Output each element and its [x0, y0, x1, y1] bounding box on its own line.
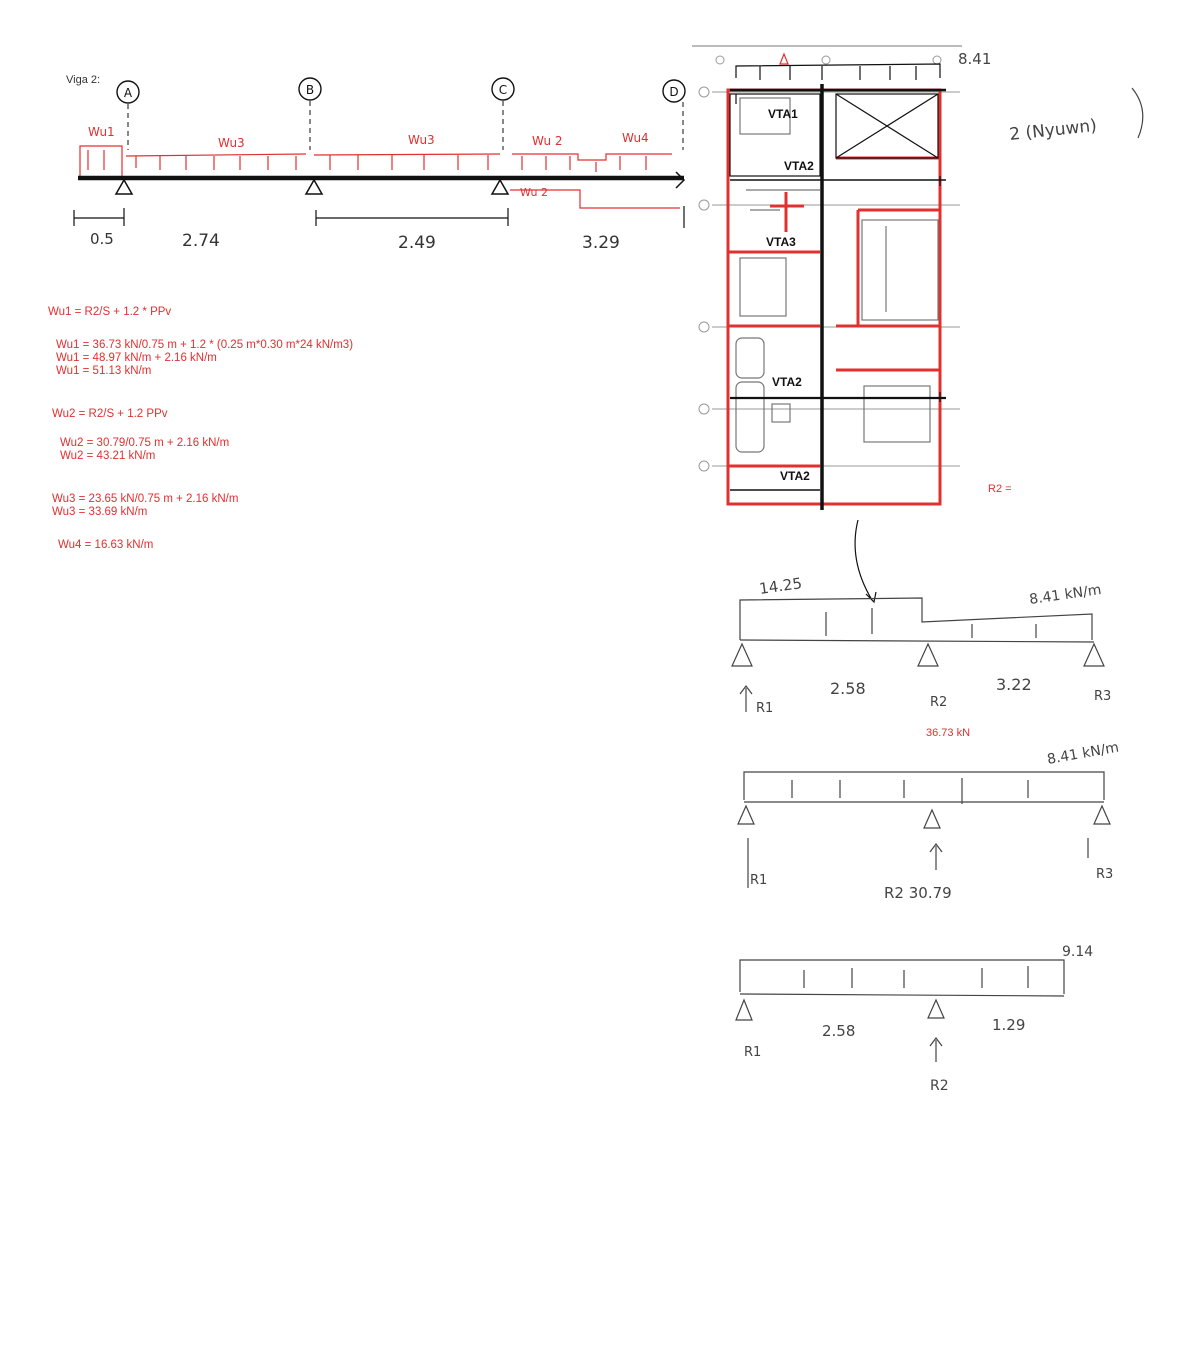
span-label-4: 3.29 — [582, 233, 620, 253]
calc-line: Wu2 = R2/S + 1.2 PPv — [52, 408, 168, 420]
beam-title: Viga 2: — [66, 74, 101, 86]
diagram-2-load: 8.41 kN/m — [1045, 739, 1121, 768]
diagram-1-r3: R3 — [1094, 689, 1112, 704]
load-label-wu3b: Wu3 — [408, 133, 435, 147]
plan-top-load-label: 8.41 — [958, 50, 992, 68]
calc-line: Wu1 = 48.97 kN/m + 2.16 kN/m — [56, 352, 217, 364]
span-label-3: 2.49 — [398, 233, 436, 253]
axis-c-label: C — [498, 83, 508, 97]
calc-line: Wu1 = R2/S + 1.2 * PPv — [48, 306, 172, 318]
axis-d — [663, 80, 685, 150]
load-label-wu1: Wu1 — [88, 125, 115, 139]
diagram-3-r1: R1 — [744, 1045, 762, 1060]
axis-a-label: A — [123, 86, 133, 100]
plan-note: 2 (Nyuwn) — [1008, 115, 1098, 145]
room-vta2-b: VTA2 — [772, 375, 802, 389]
diagram-2-r1: R1 — [750, 873, 768, 888]
calc-line: Wu3 = 33.69 kN/m — [52, 506, 148, 518]
room-vta2-c: VTA2 — [780, 469, 810, 483]
diagram-1-span2: 3.22 — [996, 675, 1032, 694]
room-vta3: VTA3 — [766, 235, 796, 249]
calc-line: Wu2 = 43.21 kN/m — [60, 450, 156, 462]
calc-line: Wu2 = 30.79/0.75 m + 2.16 kN/m — [60, 437, 230, 449]
axis-a — [117, 81, 139, 150]
plan-leader — [855, 520, 872, 600]
diagram-3-span1: 2.58 — [822, 1022, 856, 1040]
diagram-2 — [738, 772, 1110, 888]
load-label-wu3a: Wu3 — [218, 136, 245, 150]
diagram-2-r3: R3 — [1096, 867, 1114, 882]
load-label-wu2: Wu 2 — [532, 134, 563, 148]
diagram-1-load-left: 14.25 — [758, 574, 804, 598]
plan-top-load — [736, 54, 940, 80]
beam-dimensions — [74, 206, 684, 228]
calc-line: Wu3 = 23.65 kN/0.75 m + 2.16 kN/m — [52, 493, 239, 505]
span-label-2: 2.74 — [182, 231, 220, 251]
beam-diagram — [66, 74, 685, 253]
calc-line: Wu4 = 16.63 kN/m — [58, 539, 154, 551]
load-calculations — [48, 306, 468, 552]
load-label-wu4: Wu4 — [622, 131, 649, 145]
axis-b-label: B — [305, 83, 315, 97]
axis-b — [299, 78, 321, 150]
diagram-1-span1: 2.58 — [830, 679, 866, 698]
room-vta1: VTA1 — [768, 107, 798, 121]
calc-line: Wu1 = 36.73 kN/0.75 m + 1.2 * (0.25 m*0.30 m*24 kN/m3) — [56, 339, 354, 351]
diagram-2-r2: R2 30.79 — [884, 884, 952, 902]
beam-supports — [116, 172, 684, 194]
floor-plan — [692, 46, 1143, 602]
load-label-wu2b: Wu 2 — [520, 186, 548, 199]
room-vta2-a: VTA2 — [784, 159, 814, 173]
calc-line: Wu1 = 51.13 kN/m — [56, 365, 152, 377]
diagram-1-load-right: 8.41 kN/m — [1028, 582, 1103, 608]
axis-c — [492, 78, 514, 150]
diagram-3-span2: 1.29 — [992, 1016, 1026, 1034]
diagram-3-r2: R2 — [930, 1078, 949, 1094]
plan-r2-label: R2 = — [988, 483, 1012, 495]
diagram-1-r2-value: 36.73 kN — [926, 727, 971, 739]
diagram-3 — [736, 960, 1064, 1062]
diagram-3-load: 9.14 — [1062, 944, 1094, 960]
span-label-1: 0.5 — [90, 230, 114, 248]
diagram-1-r2: R2 — [930, 695, 948, 710]
diagram-1-r1: R1 — [756, 701, 774, 716]
axis-d-label: D — [669, 85, 679, 99]
diagram-1 — [732, 598, 1104, 712]
